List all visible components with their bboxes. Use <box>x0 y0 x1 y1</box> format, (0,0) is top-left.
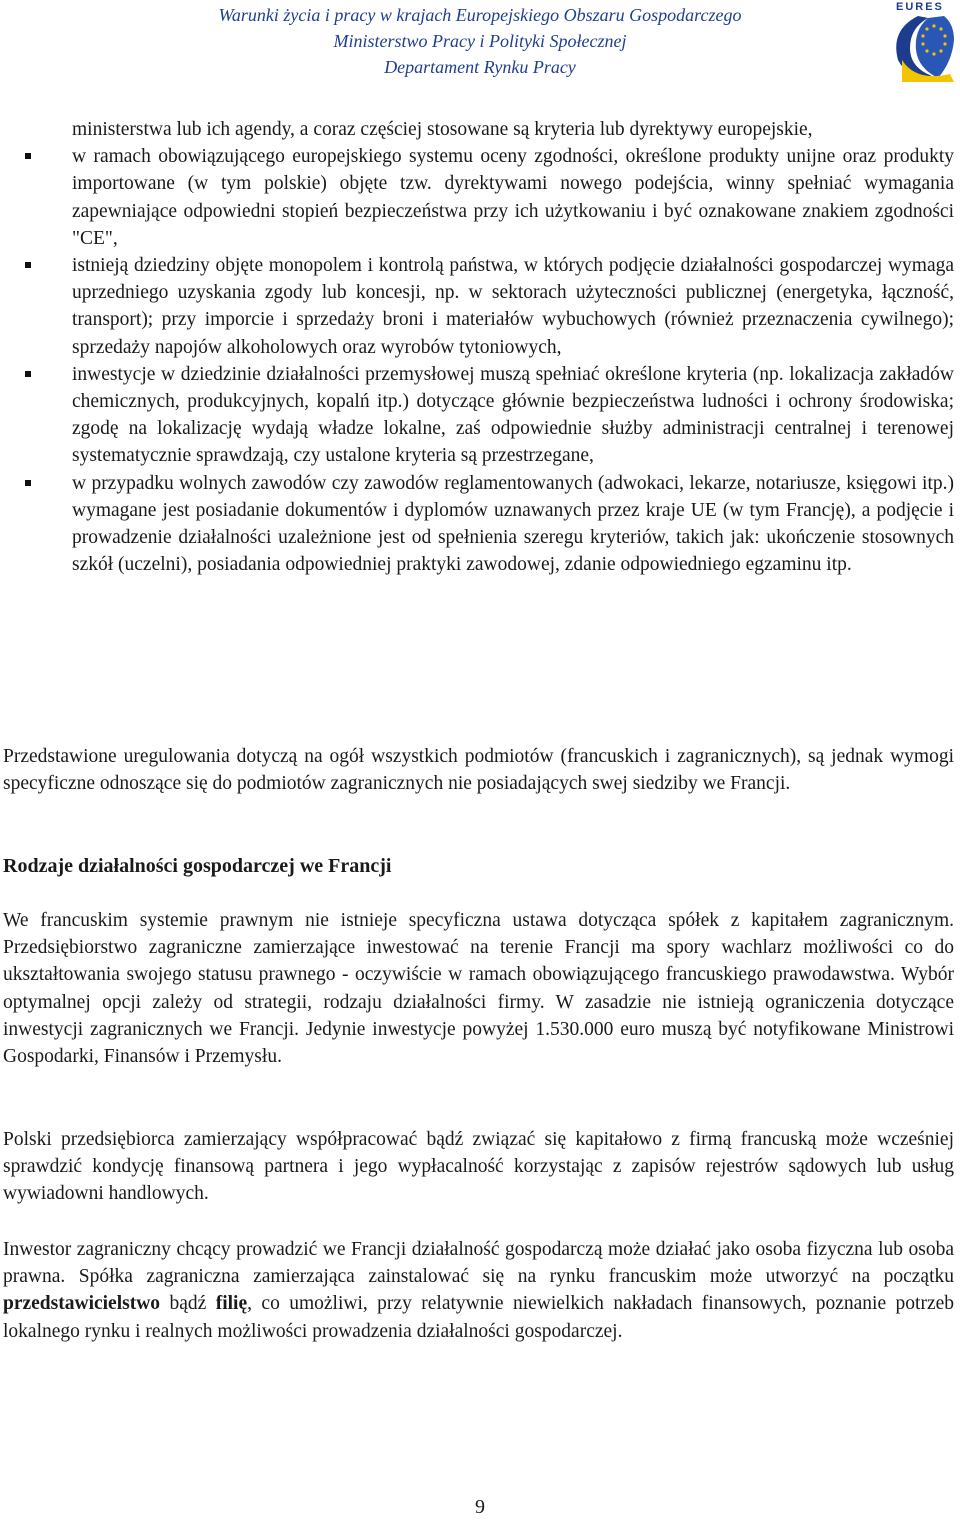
bullet-icon <box>25 371 31 377</box>
term-branch: filię <box>215 1293 248 1315</box>
bullet-icon <box>25 480 31 486</box>
paragraph-legal-forms: We francuskim systemie prawnym nie istnieje specyficzna ustawa dotycząca spółek z kapitałem zagranicznym. Przedsiębiorstwo zagraniczne zamierzające inwestować na terenie Francji ma spory wachlarz możliwości co do ukształtowania swojego statusu prawnego - oczywiście w ramach obowiązującego francuskiego prawodawstwa. Wybór optymalnej opcji zależy od strategii, rodzaju działalności firmy. W zasadzie nie istnieją ograniczenia dotyczące inwestycji zagranicznych we Francji. Jedynie inwestycje powyżej 1.530.000 euro muszą być notyfikowane Ministrowi Gospodarki, Finansów i Przemysłu. <box>3 910 954 1068</box>
eures-logo-icon <box>888 0 960 82</box>
svg-text:EURES: EURES <box>896 1 944 13</box>
paragraph-regulations: Przedstawione uregulowania dotyczą na ogół wszystkich podmiotów (francuskich i zagranicznych), są jednak wymogi specyficzne odnoszące się do podmiotów zagranicznych nie posiadających swej siedziby we Francji. <box>3 746 954 795</box>
header-line-title: Warunki życia i pracy w krajach Europejskiego Obszaru Gospodarczego <box>218 5 742 25</box>
bullet-icon <box>25 262 31 268</box>
section-heading: Rodzaje działalności gospodarczej we Francji <box>3 855 392 877</box>
term-representative-office: przedstawicielstwo <box>3 1293 161 1315</box>
list-item: w ramach obowiązującego europejskiego systemu oceny zgodności, określone produkty unijne oraz produkty importowane (w tym polskie) objęte tzw. dyrektywami nowego podejścia, winny spełniać wymagania zapewniające odpowiedni stopień bezpieczeństwa przy ich użytkowaniu i być oznakowane znakiem zgodności "CE", <box>72 143 954 252</box>
page-header <box>150 2 810 80</box>
list-item: inwestycje w dziedzinie działalności przemysłowej muszą spełniać określone kryteria (np. lokalizacja zakładów chemicznych, produkcyjnych, kopalń itp.) dotyczące głównie bezpieczeństwa ludności i ochrony środowiska; zgodę na lokalizację wydają władze lokalne, zaś odpowiednie służby administracji centralnej i terenowej systematycznie sprawdzają, czy ustalone kryteria są przestrzegane, <box>72 361 954 470</box>
list-item: istnieją dziedziny objęte monopolem i kontrolą państwa, w których podjęcie działalności gospodarczej wymaga uprzedniego uzyskania zgody lub koncesji, np. w sektorach użyteczności publicznej (energetyka, łączność, transport); przy imporcie i sprzedaży broni i materiałów wybuchowych (również przeznaczenia cywilnego); sprzedaży napojów alkoholowych oraz wyrobów tytoniowych, <box>72 252 954 361</box>
paragraph-polish-entrepreneur: Polski przedsiębiorca zamierzający współpracować bądź związać się kapitałowo z firmą francuską może wcześniej sprawdzić kondycję finansową partnera i jego wypłacalność korzystając z zapisów rejestrów sądowych lub usług wywiadowni handlowych. <box>3 1129 954 1205</box>
requirements-list <box>72 116 954 578</box>
list-item: ministerstwa lub ich agendy, a coraz częściej stosowane są kryteria lub dyrektywy europejskie, <box>72 119 813 140</box>
paragraph-foreign-investor: Inwestor zagraniczny chcący prowadzić we Francji działalność gospodarczą może działać jako osoba fizyczna lub osoba prawna. Spółka zagraniczna zamierzająca zainstalować się na rynku francuskim może utworzyć na początku przedstawicielstwo bądź filię, co umożliwi, przy relatywnie niewielkich nakładach finansowych, poznanie potrzeb lokalnego rynku i realnych możliwości prowadzenia działalności gospodarczej. <box>3 1239 955 1342</box>
header-line-ministry: Ministerstwo Pracy i Polityki Społecznej <box>333 31 627 51</box>
list-item: w przypadku wolnych zawodów czy zawodów reglamentowanych (adwokaci, lekarze, notariusze, księgowi itp.) wymagane jest posiadanie dokumentów i dyplomów uznawanych przez kraje UE (w tym Francję), a podjęcie i prowadzenie działalności uzależnione jest od spełnienia szeregu kryteriów, takich jak: ukończenie stosownych szkół (uczelni), posiadania odpowiedniej praktyki zawodowej, zdanie odpowiedniego egzaminu itp. <box>72 470 954 579</box>
page-number: 9 <box>475 1496 485 1518</box>
header-line-department: Departament Rynku Pracy <box>384 57 576 77</box>
bullet-icon <box>25 153 31 159</box>
